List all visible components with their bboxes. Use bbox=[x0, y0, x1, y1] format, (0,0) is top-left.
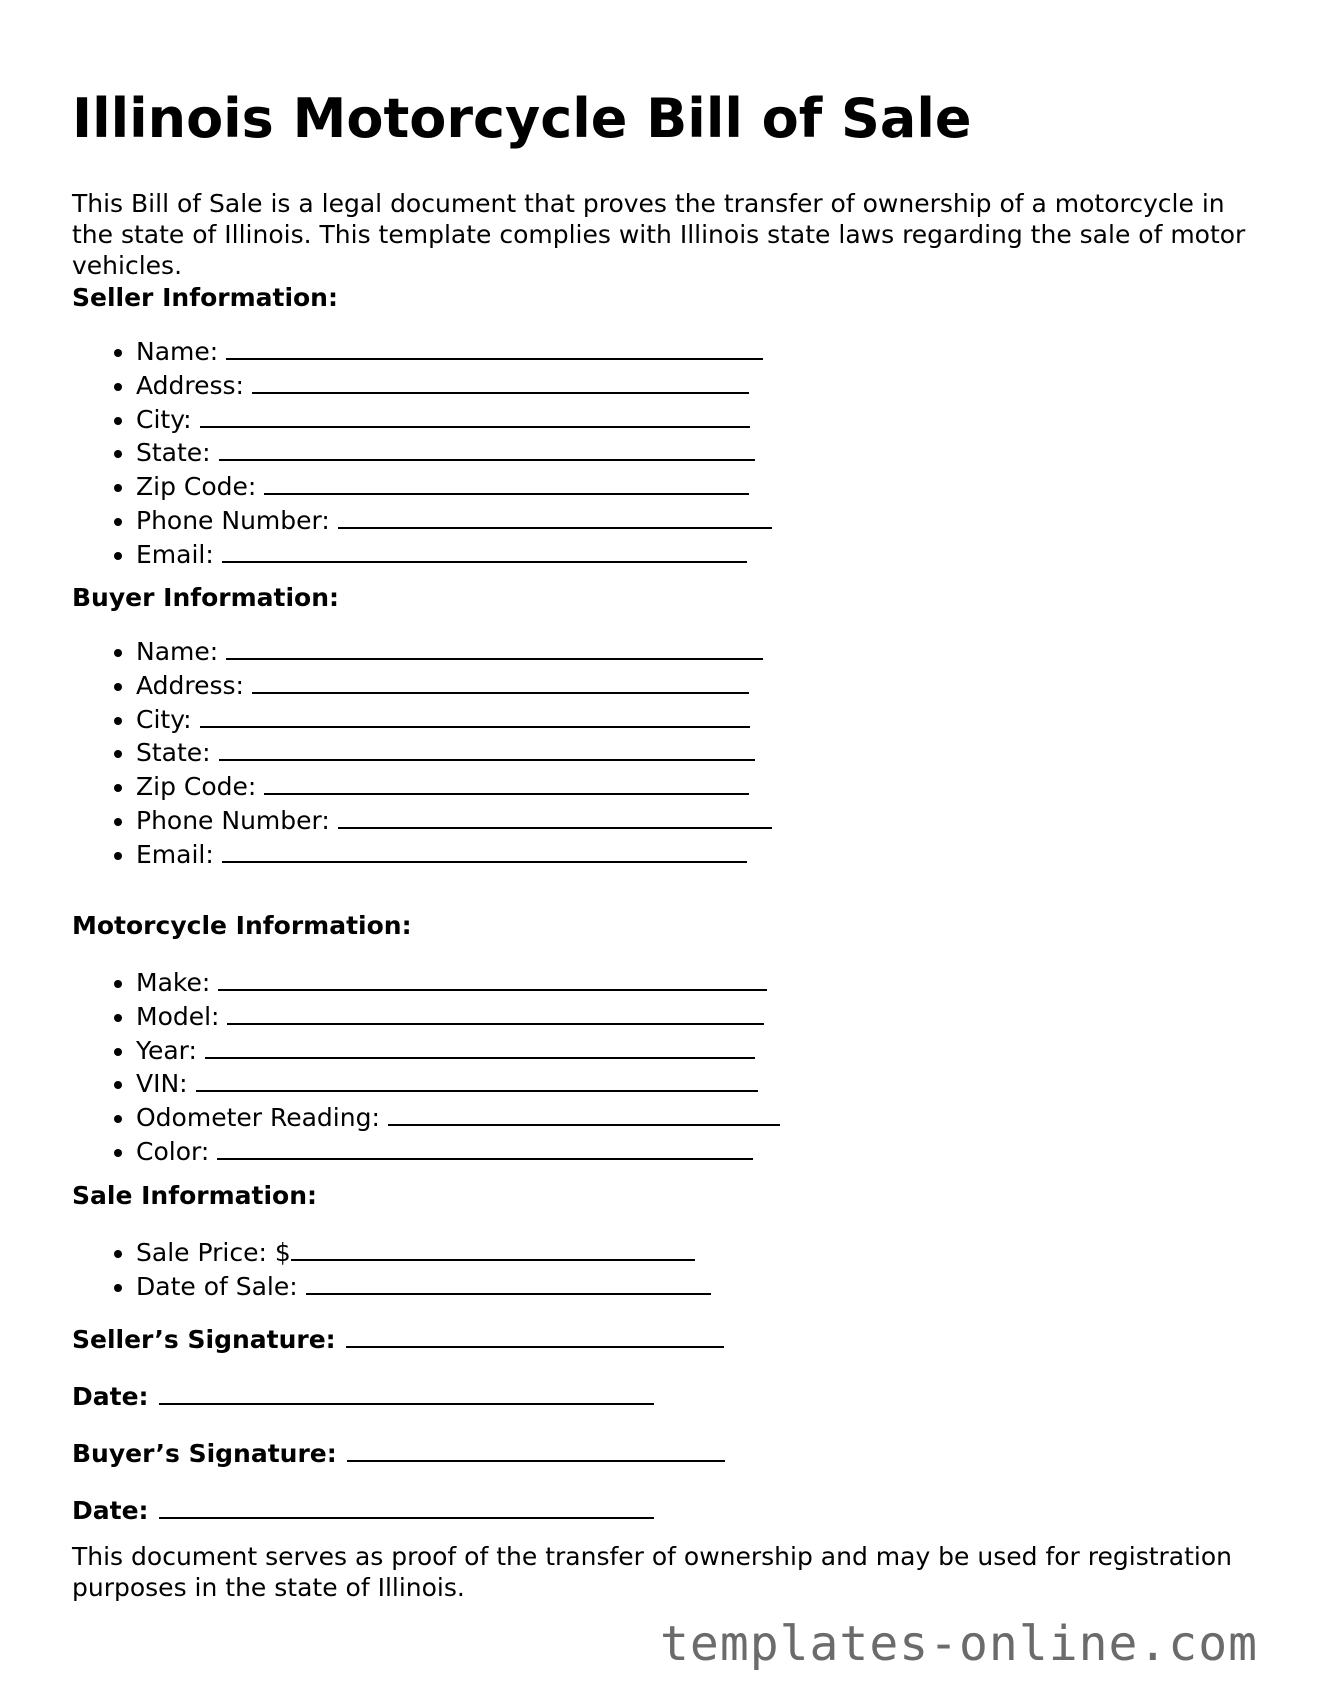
seller-state-field: • State: bbox=[136, 435, 772, 469]
buyer-email-field: • Email: bbox=[136, 837, 772, 871]
watermark: templates-online.com bbox=[660, 1616, 1258, 1672]
seller-address-field: • Address: bbox=[136, 368, 772, 402]
motorcycle-color-blank[interactable] bbox=[217, 1134, 753, 1160]
motorcycle-model-field: • Model: bbox=[136, 999, 780, 1033]
motorcycle-make-blank[interactable] bbox=[218, 965, 767, 991]
buyer-signature-row: Buyer’s Signature: bbox=[72, 1436, 725, 1469]
seller-email-blank[interactable] bbox=[222, 537, 747, 563]
buyer-city-field: • City: bbox=[136, 702, 772, 736]
motorcycle-vin-blank[interactable] bbox=[196, 1066, 758, 1092]
motorcycle-year-field: • Year: bbox=[136, 1033, 780, 1067]
seller-zip-field: • Zip Code: bbox=[136, 469, 772, 503]
motorcycle-model-blank[interactable] bbox=[227, 999, 764, 1025]
buyer-fields-list bbox=[72, 634, 772, 871]
buyer-date-blank[interactable] bbox=[159, 1493, 654, 1519]
sale-price-field: • Sale Price: $ bbox=[136, 1235, 711, 1269]
seller-name-blank[interactable] bbox=[226, 334, 763, 360]
seller-name-field: • Name: bbox=[136, 334, 772, 368]
seller-city-blank[interactable] bbox=[200, 402, 750, 428]
sale-heading: Sale Information: bbox=[72, 1181, 317, 1210]
seller-city-field: • City: bbox=[136, 402, 772, 436]
seller-phone-field: • Phone Number: bbox=[136, 503, 772, 537]
sale-date-blank[interactable] bbox=[306, 1269, 711, 1295]
intro-paragraph: This Bill of Sale is a legal document that proves the transfer of ownership of a motorcycle in the state of Illinois. This template complies with Illinois state laws regarding the sale of motor vehicles. bbox=[72, 189, 1246, 280]
seller-date-blank[interactable] bbox=[159, 1379, 654, 1405]
sale-price-blank[interactable] bbox=[291, 1235, 695, 1261]
page-title: Illinois Motorcycle Bill of Sale bbox=[72, 87, 972, 150]
buyer-email-blank[interactable] bbox=[222, 837, 747, 863]
motorcycle-year-blank[interactable] bbox=[205, 1033, 755, 1059]
buyer-zip-blank[interactable] bbox=[264, 769, 749, 795]
seller-heading: Seller Information: bbox=[72, 283, 338, 312]
buyer-address-blank[interactable] bbox=[252, 668, 749, 694]
motorcycle-fields-list bbox=[72, 965, 780, 1168]
buyer-city-blank[interactable] bbox=[200, 702, 750, 728]
seller-date-row: Date: bbox=[72, 1379, 654, 1412]
motorcycle-make-field: • Make: bbox=[136, 965, 780, 999]
seller-state-blank[interactable] bbox=[219, 435, 755, 461]
buyer-state-blank[interactable] bbox=[219, 735, 755, 761]
buyer-address-field: • Address: bbox=[136, 668, 772, 702]
sale-date-field: • Date of Sale: bbox=[136, 1269, 711, 1303]
buyer-zip-field: • Zip Code: bbox=[136, 769, 772, 803]
buyer-signature-blank[interactable] bbox=[347, 1436, 725, 1462]
motorcycle-vin-field: • VIN: bbox=[136, 1066, 780, 1100]
buyer-name-blank[interactable] bbox=[226, 634, 763, 660]
motorcycle-odometer-field: • Odometer Reading: bbox=[136, 1100, 780, 1134]
seller-fields-list bbox=[72, 334, 772, 571]
buyer-state-field: • State: bbox=[136, 735, 772, 769]
seller-signature-blank[interactable] bbox=[346, 1322, 724, 1348]
seller-phone-blank[interactable] bbox=[338, 503, 772, 529]
motorcycle-color-field: • Color: bbox=[136, 1134, 780, 1168]
seller-email-field: • Email: bbox=[136, 537, 772, 571]
buyer-name-field: • Name: bbox=[136, 634, 772, 668]
motorcycle-odometer-blank[interactable] bbox=[388, 1100, 780, 1126]
buyer-phone-blank[interactable] bbox=[338, 803, 772, 829]
buyer-date-row: Date: bbox=[72, 1493, 654, 1526]
buyer-heading: Buyer Information: bbox=[72, 583, 340, 612]
seller-zip-blank[interactable] bbox=[264, 469, 749, 495]
buyer-phone-field: • Phone Number: bbox=[136, 803, 772, 837]
seller-signature-row: Seller’s Signature: bbox=[72, 1322, 724, 1355]
motorcycle-heading: Motorcycle Information: bbox=[72, 911, 412, 940]
sale-fields-list bbox=[72, 1235, 711, 1303]
closing-paragraph: This document serves as proof of the transfer of ownership and may be used for registration purposes in the state of Illinois. bbox=[72, 1542, 1233, 1602]
seller-address-blank[interactable] bbox=[252, 368, 749, 394]
